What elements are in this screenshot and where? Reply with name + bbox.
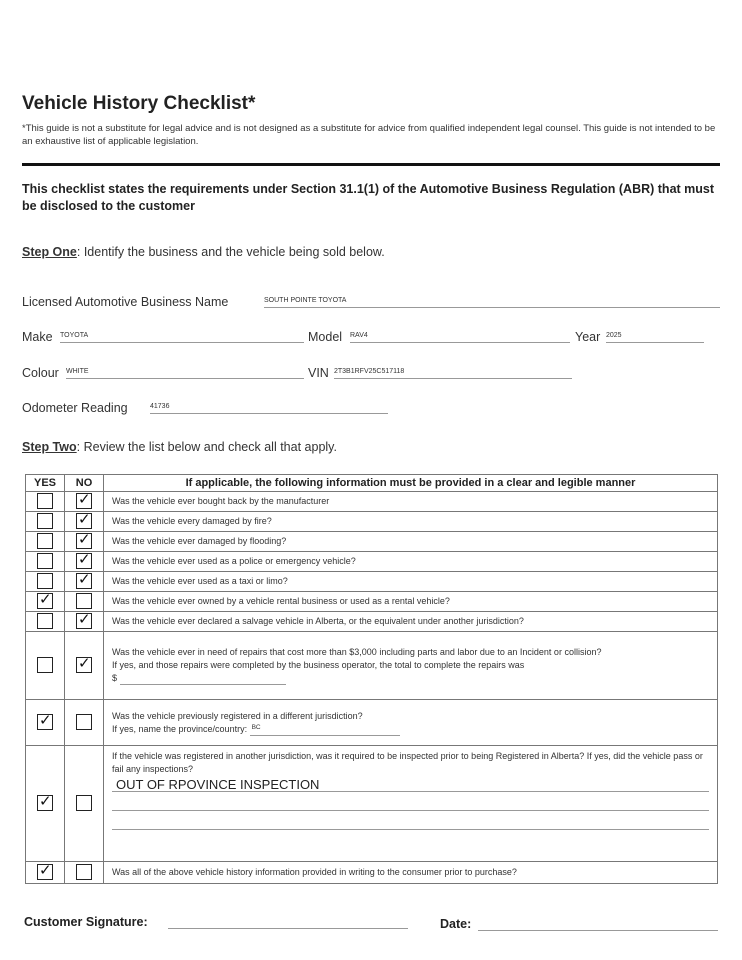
- intro-statement: This checklist states the requirements under Section 31.1(1) of the Automotive Business Regulation (ABR) that must be disclosed to the customer: [22, 182, 715, 213]
- yes-checkbox[interactable]: [37, 533, 53, 549]
- business-name-field[interactable]: [264, 293, 720, 308]
- table-row: [26, 572, 718, 592]
- make-field[interactable]: [60, 328, 304, 343]
- disclaimer-text: *This guide is not a substitute for legal advice and is not designed as a substitute for advice from qualified independent legal counsel. This guide is not intended to be an exhaustive list of applicable legislation.: [22, 123, 716, 147]
- table-row: [26, 552, 718, 572]
- table-header-row: [26, 475, 718, 492]
- inspection-answer[interactable]: OUT OF RPOVINCE INSPECTION: [112, 778, 709, 792]
- model-value: RAV4: [350, 332, 368, 339]
- jurisdiction-followup: If yes, name the province/country:: [112, 723, 248, 734]
- table-row: [26, 532, 718, 552]
- make-label: Make: [22, 330, 53, 344]
- header-divider: [22, 163, 720, 166]
- jurisdiction-yes-checkbox[interactable]: [37, 714, 53, 730]
- provided-no-checkbox[interactable]: [76, 864, 92, 880]
- dollar-sign: $: [112, 673, 118, 683]
- year-label: Year: [575, 330, 601, 344]
- vin-label: VIN: [308, 366, 329, 380]
- no-checkbox[interactable]: [76, 593, 92, 609]
- no-checkbox[interactable]: [76, 553, 92, 569]
- business-name-value: SOUTH POINTE TOYOTA: [264, 297, 347, 304]
- customer-signature-field[interactable]: [168, 914, 408, 929]
- checklist-question: Was the vehicle ever used as a police or emergency vehicle?: [104, 552, 718, 572]
- provided-question: Was all of the above vehicle history information provided in writing to the consumer prior to purchase?: [104, 862, 718, 884]
- no-checkbox[interactable]: [76, 573, 92, 589]
- colour-value: WHITE: [66, 368, 89, 375]
- yes-checkbox[interactable]: [37, 573, 53, 589]
- repairs-no-checkbox[interactable]: [76, 657, 92, 673]
- vin-value: 2T3B1RFV25C517118: [334, 368, 405, 375]
- table-row: [26, 492, 718, 512]
- no-checkbox[interactable]: [76, 613, 92, 629]
- yes-checkbox[interactable]: [37, 613, 53, 629]
- year-field[interactable]: [606, 328, 704, 343]
- odometer-value: 41736: [150, 403, 170, 410]
- odometer-field[interactable]: [150, 399, 388, 414]
- table-row-inspection: [26, 746, 718, 862]
- date-label: Date:: [440, 917, 472, 931]
- no-checkbox[interactable]: [76, 493, 92, 509]
- inspection-question: If the vehicle was registered in another jurisdiction, was it required to be inspected prior to being Registered in Alberta? If yes, did the vehicle pass or fail any inspections?: [112, 751, 703, 774]
- step-one-instruction: [22, 245, 385, 259]
- table-row-repairs: [26, 632, 718, 700]
- table-row-jurisdiction: [26, 700, 718, 746]
- no-checkbox[interactable]: [76, 513, 92, 529]
- repairs-total-line: [112, 672, 709, 685]
- inspection-answer-line-3[interactable]: [112, 811, 709, 830]
- vehicle-history-table: [25, 474, 718, 884]
- repairs-question: Was the vehicle ever in need of repairs that cost more than $3,000 including parts and labor due to an Incident or collision?: [112, 647, 602, 657]
- colour-field[interactable]: [66, 364, 304, 379]
- table-row: [26, 612, 718, 632]
- inspection-yes-checkbox[interactable]: [37, 795, 53, 811]
- yes-checkbox[interactable]: [37, 493, 53, 509]
- no-checkbox[interactable]: [76, 533, 92, 549]
- yes-checkbox[interactable]: [37, 593, 53, 609]
- repairs-followup: If yes, and those repairs were completed by the business operator, the total to complete the repairs was: [112, 660, 525, 670]
- jurisdiction-question: Was the vehicle previously registered in a different jurisdiction?: [112, 710, 363, 721]
- checklist-question: Was the vehicle ever bought back by the manufacturer: [104, 492, 718, 512]
- repairs-total-field[interactable]: [120, 673, 286, 685]
- date-field[interactable]: [478, 916, 718, 931]
- document-title: Vehicle History Checklist*: [22, 93, 256, 114]
- colour-label: Colour: [22, 366, 59, 380]
- yes-checkbox[interactable]: [37, 513, 53, 529]
- info-column-header: If applicable, the following information must be provided in a clear and legible manner: [104, 475, 718, 492]
- model-label: Model: [308, 330, 343, 344]
- make-value: TOYOTA: [60, 332, 89, 339]
- province-country-value: BC: [251, 723, 261, 731]
- jurisdiction-no-checkbox[interactable]: [76, 714, 92, 730]
- yes-column-header: YES: [26, 475, 65, 492]
- province-country-field[interactable]: [250, 724, 400, 736]
- checklist-question: Was the vehicle ever declared a salvage vehicle in Alberta, or the equivalent under another jurisdiction?: [104, 612, 718, 632]
- odometer-label: Odometer Reading: [22, 401, 128, 415]
- step-one-label: Step One: [22, 245, 77, 259]
- table-row: [26, 512, 718, 532]
- inspection-answer-line-2[interactable]: [112, 792, 709, 811]
- checklist-question: Was the vehicle ever owned by a vehicle rental business or used as a rental vehicle?: [104, 592, 718, 612]
- table-row-provided: [26, 862, 718, 884]
- checklist-question: Was the vehicle ever damaged by flooding?: [104, 532, 718, 552]
- step-two-label: Step Two: [22, 440, 77, 454]
- vin-field[interactable]: [334, 364, 572, 379]
- no-column-header: NO: [65, 475, 104, 492]
- table-row: [26, 592, 718, 612]
- year-value: 2025: [606, 332, 622, 339]
- inspection-no-checkbox[interactable]: [76, 795, 92, 811]
- business-name-label: Licensed Automotive Business Name: [22, 295, 229, 309]
- step-two-instruction: [22, 440, 337, 454]
- repairs-yes-checkbox[interactable]: [37, 657, 53, 673]
- checklist-question: Was the vehicle every damaged by fire?: [104, 512, 718, 532]
- step-two-text: : Review the list below and check all that apply.: [76, 440, 337, 454]
- model-field[interactable]: [350, 328, 570, 343]
- step-one-text: : Identify the business and the vehicle being sold below.: [76, 245, 385, 259]
- checklist-question: Was the vehicle ever used as a taxi or limo?: [104, 572, 718, 592]
- customer-signature-label: Customer Signature:: [24, 915, 148, 929]
- provided-yes-checkbox[interactable]: [37, 864, 53, 880]
- yes-checkbox[interactable]: [37, 553, 53, 569]
